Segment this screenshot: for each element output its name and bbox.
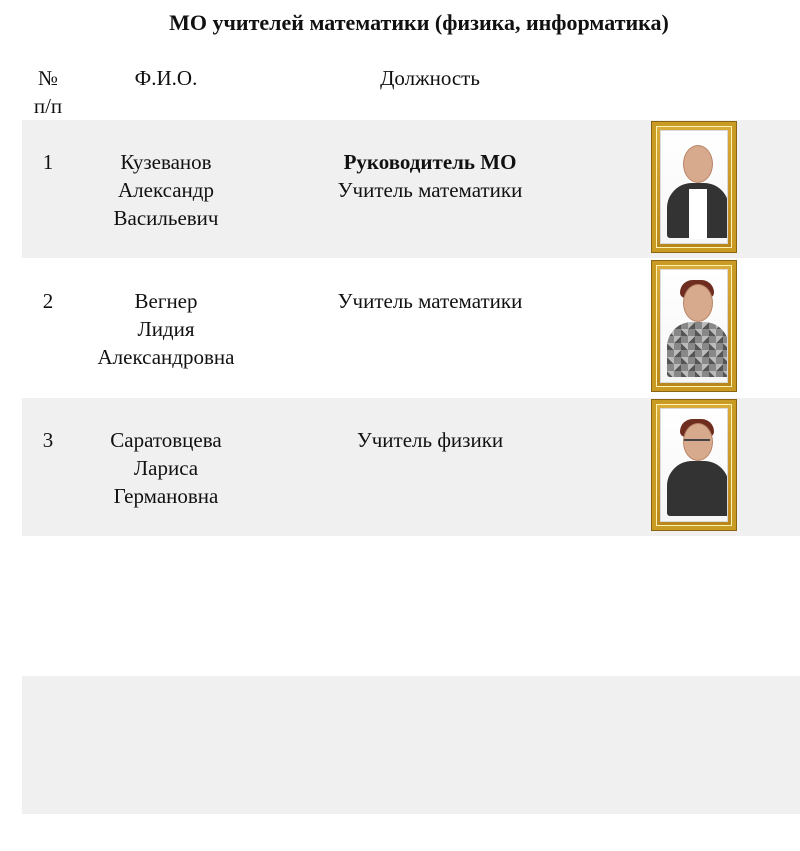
row-position xyxy=(300,426,560,454)
gold-frame xyxy=(652,400,736,530)
table-header xyxy=(0,64,800,120)
row-number: 1 xyxy=(42,150,54,174)
portrait-image xyxy=(660,130,728,244)
table-row xyxy=(22,398,800,536)
role-secondary: Учитель математики xyxy=(337,289,523,313)
person-body-icon xyxy=(667,322,728,377)
row-name: Саратовцева Лариса Германовна xyxy=(110,428,222,508)
table-row xyxy=(22,676,800,814)
person-body-icon xyxy=(667,461,728,516)
header-position: Должность xyxy=(380,66,480,90)
table-row xyxy=(22,120,800,258)
row-number: 3 xyxy=(42,428,54,452)
role-primary: Руководитель МО xyxy=(343,150,517,174)
header-name: Ф.И.О. xyxy=(134,66,198,90)
portrait-image xyxy=(660,269,728,383)
row-number: 2 xyxy=(42,289,54,313)
portrait-image xyxy=(660,408,728,522)
person-head-icon xyxy=(683,284,713,322)
gold-frame xyxy=(652,261,736,391)
portrait-photo xyxy=(652,400,740,532)
row-name: Вегнер Лидия Александровна xyxy=(97,289,235,369)
portrait-photo xyxy=(652,261,740,393)
person-head-icon xyxy=(683,145,713,183)
row-name: Кузеванов Александр Васильевич xyxy=(113,150,219,230)
portrait-photo xyxy=(652,122,740,254)
gold-frame xyxy=(652,122,736,252)
header-number: № п/п xyxy=(33,66,63,118)
role-secondary: Учитель математики xyxy=(337,178,523,202)
glasses-icon xyxy=(684,439,710,448)
table-row xyxy=(22,259,800,397)
shirt-icon xyxy=(689,189,707,239)
table-row xyxy=(22,537,800,675)
row-position xyxy=(300,148,560,204)
role-secondary: Учитель физики xyxy=(356,428,504,452)
row-position xyxy=(300,287,560,315)
page-title: МО учителей математики (физика, информатика) xyxy=(169,10,669,35)
